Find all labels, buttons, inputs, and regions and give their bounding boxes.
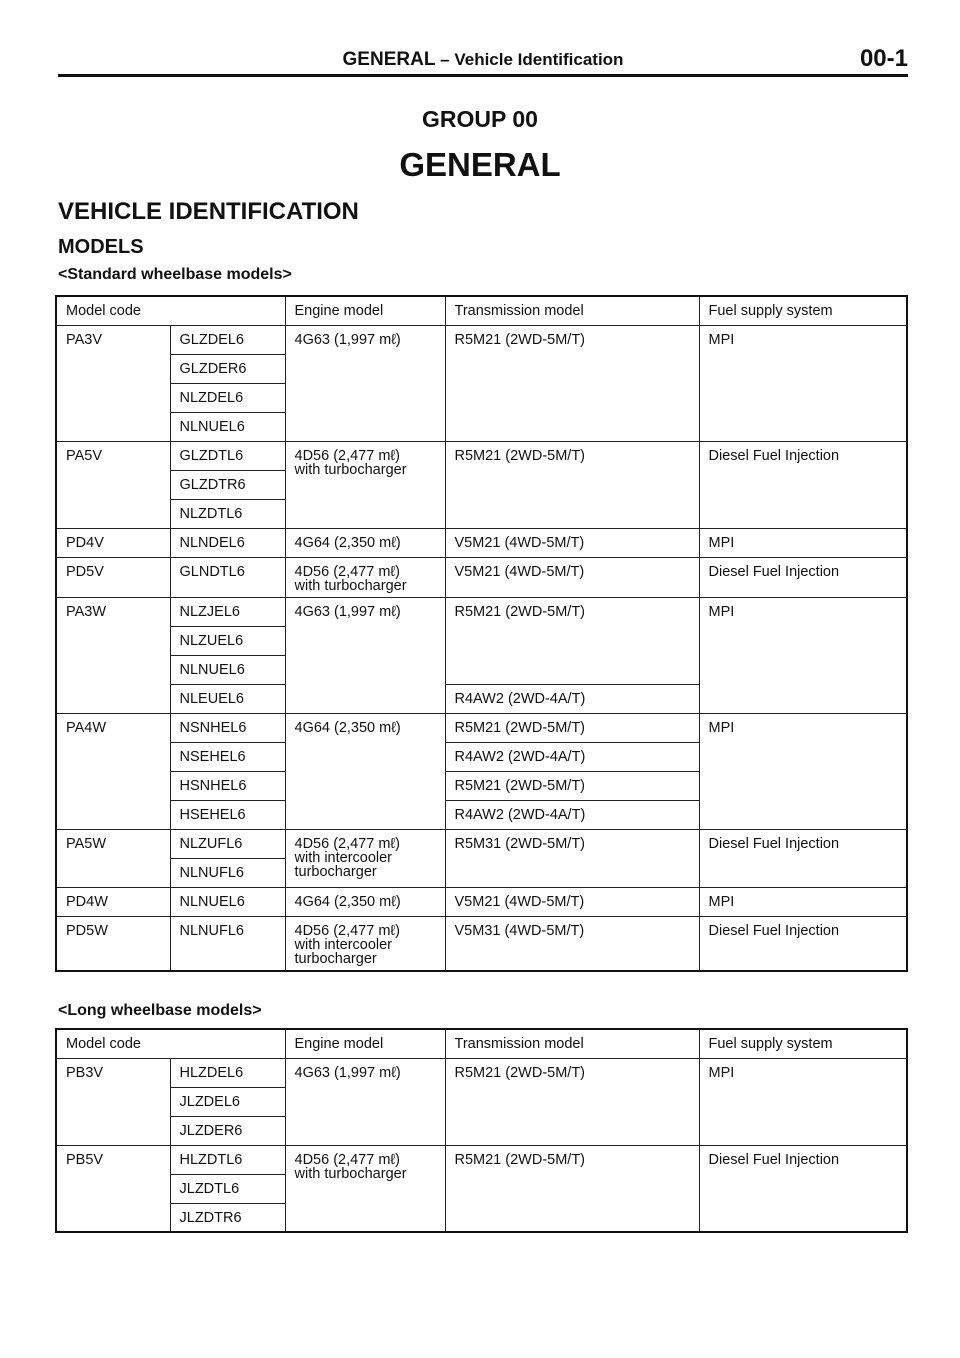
transmission-cell: R5M31 (2WD-5M/T) [445, 829, 699, 887]
chapter-title: GENERAL [399, 146, 561, 183]
model-code-cell: NLNUFL6 [170, 916, 285, 971]
fuel-cell: MPI [699, 1058, 907, 1145]
transmission-cell: R4AW2 (2WD-4A/T) [445, 800, 699, 829]
header-model-code: Model code [56, 296, 285, 325]
fuel-cell: Diesel Fuel Injection [699, 557, 907, 597]
transmission-cell: R5M21 (2WD-5M/T) [445, 771, 699, 800]
model-code-cell: GLZDTR6 [170, 470, 285, 499]
model-code-cell: NLZUFL6 [170, 829, 285, 858]
model-code-cell: NSNHEL6 [170, 713, 285, 742]
model-code-cell: JLZDTR6 [170, 1203, 285, 1232]
fuel-cell: Diesel Fuel Injection [699, 1145, 907, 1232]
model-code-cell: NLZDEL6 [170, 383, 285, 412]
transmission-cell: R4AW2 (2WD-4A/T) [445, 742, 699, 771]
transmission-cell: V5M21 (4WD-5M/T) [445, 887, 699, 916]
model-cell: PD4V [56, 528, 170, 557]
fuel-cell: Diesel Fuel Injection [699, 829, 907, 887]
header-transmission-model: Transmission model [445, 296, 699, 325]
transmission-cell: R5M21 (2WD-5M/T) [445, 1145, 699, 1232]
model-code-cell: NLNDEL6 [170, 528, 285, 557]
model-cell: PA4W [56, 713, 170, 829]
table-row [56, 325, 907, 354]
transmission-cell: R5M21 (2WD-5M/T) [445, 1058, 699, 1145]
table-row [56, 829, 907, 858]
model-code-cell: NSEHEL6 [170, 742, 285, 771]
model-code-cell: HLZDEL6 [170, 1058, 285, 1087]
transmission-cell: V5M21 (4WD-5M/T) [445, 528, 699, 557]
engine-cell: 4D56 (2,477 mℓ) with intercooler turbocharger [285, 916, 445, 971]
fuel-cell: Diesel Fuel Injection [699, 441, 907, 528]
header-title [58, 45, 908, 72]
model-code-cell: NLEUEL6 [170, 684, 285, 713]
model-cell: PB3V [56, 1058, 170, 1145]
model-cell: PD5W [56, 916, 170, 971]
header-transmission-model: Transmission model [445, 1029, 699, 1058]
table-row [56, 557, 907, 597]
transmission-cell: R5M21 (2WD-5M/T) [445, 597, 699, 684]
engine-cell: 4G64 (2,350 mℓ) [285, 887, 445, 916]
long-models-table [55, 1028, 908, 1233]
model-code-cell: HLZDTL6 [170, 1145, 285, 1174]
model-code-cell: NLZUEL6 [170, 626, 285, 655]
fuel-cell: MPI [699, 597, 907, 713]
page-header [58, 45, 908, 77]
table-row [56, 441, 907, 470]
model-code-cell: JLZDEL6 [170, 1087, 285, 1116]
model-code-cell: GLZDEL6 [170, 325, 285, 354]
model-code-cell: NLNUEL6 [170, 887, 285, 916]
page-number: 00-1 [859, 45, 908, 72]
table-row [56, 597, 907, 626]
table-row [56, 916, 907, 971]
engine-cell: 4G64 (2,350 mℓ) [285, 713, 445, 829]
transmission-cell: R4AW2 (2WD-4A/T) [445, 684, 699, 713]
model-code-cell: GLZDER6 [170, 354, 285, 383]
table-row [56, 713, 907, 742]
group-title: GROUP 00 [422, 106, 538, 132]
header-model-code: Model code [56, 1029, 285, 1058]
transmission-cell: V5M21 (4WD-5M/T) [445, 557, 699, 597]
table-row [56, 1058, 907, 1087]
model-cell: PA3W [56, 597, 170, 713]
standard-models-table [55, 295, 908, 972]
header-chapter: GENERAL [342, 49, 436, 70]
engine-cell: 4G64 (2,350 mℓ) [285, 528, 445, 557]
model-code-cell: NLNUEL6 [170, 655, 285, 684]
model-code-cell: JLZDTL6 [170, 1174, 285, 1203]
model-code-cell: GLNDTL6 [170, 557, 285, 597]
engine-cell: 4D56 (2,477 mℓ) with turbocharger [285, 441, 445, 528]
engine-cell: 4D56 (2,477 mℓ) with intercooler turbocharger [285, 829, 445, 887]
transmission-cell: V5M31 (4WD-5M/T) [445, 916, 699, 971]
model-cell: PA3V [56, 325, 170, 441]
table-row [56, 887, 907, 916]
header-separator: – [435, 50, 455, 69]
table-header-row [56, 296, 907, 325]
standard-caption: <Standard wheelbase models> [58, 266, 292, 283]
fuel-cell: MPI [699, 713, 907, 829]
engine-cell: 4D56 (2,477 mℓ) with turbocharger [285, 557, 445, 597]
engine-cell: 4G63 (1,997 mℓ) [285, 597, 445, 713]
engine-cell: 4G63 (1,997 mℓ) [285, 1058, 445, 1145]
model-code-cell: NLNUEL6 [170, 412, 285, 441]
header-engine-model: Engine model [285, 1029, 445, 1058]
table-row [56, 528, 907, 557]
model-code-cell: NLZDTL6 [170, 499, 285, 528]
table-row [56, 1145, 907, 1174]
fuel-cell: MPI [699, 325, 907, 441]
model-code-cell: HSEHEL6 [170, 800, 285, 829]
model-code-cell: NLZJEL6 [170, 597, 285, 626]
table-header-row [56, 1029, 907, 1058]
model-cell: PD5V [56, 557, 170, 597]
engine-cell: 4D56 (2,477 mℓ) with turbocharger [285, 1145, 445, 1232]
model-code-cell: NLNUFL6 [170, 858, 285, 887]
model-code-cell: HSNHEL6 [170, 771, 285, 800]
header-fuel-supply-system: Fuel supply system [699, 296, 907, 325]
model-cell: PD4W [56, 887, 170, 916]
transmission-cell: R5M21 (2WD-5M/T) [445, 713, 699, 742]
model-cell: PA5V [56, 441, 170, 528]
section-title: VEHICLE IDENTIFICATION [58, 198, 359, 225]
header-subtitle: Vehicle Identification [454, 50, 624, 69]
engine-cell: 4G63 (1,997 mℓ) [285, 325, 445, 441]
long-caption: <Long wheelbase models> [58, 1002, 262, 1019]
model-cell: PA5W [56, 829, 170, 887]
subsection-title: MODELS [58, 236, 144, 258]
model-code-cell: GLZDTL6 [170, 441, 285, 470]
fuel-cell: Diesel Fuel Injection [699, 916, 907, 971]
model-code-cell: JLZDER6 [170, 1116, 285, 1145]
transmission-cell: R5M21 (2WD-5M/T) [445, 441, 699, 528]
model-cell: PB5V [56, 1145, 170, 1232]
fuel-cell: MPI [699, 887, 907, 916]
header-fuel-supply-system: Fuel supply system [699, 1029, 907, 1058]
header-engine-model: Engine model [285, 296, 445, 325]
transmission-cell: R5M21 (2WD-5M/T) [445, 325, 699, 441]
fuel-cell: MPI [699, 528, 907, 557]
